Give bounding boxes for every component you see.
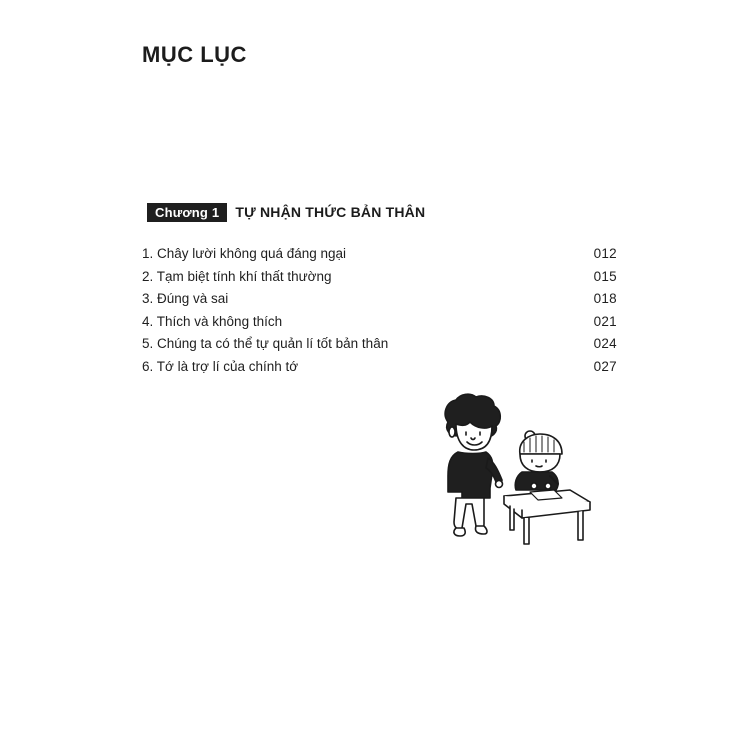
toc-item-title: 6. Tớ là trợ lí của chính tớ [142,358,299,374]
chapter-badge: Chương 1 [147,203,227,222]
toc-item-title: 4. Thích và không thích [142,313,283,329]
toc-item-page: 015 [593,268,617,284]
toc-item-page: 024 [593,336,617,351]
toc-item-title: 5. Chúng ta có thể tự quản lí tốt bản thân [142,336,389,351]
child-figure [515,431,562,490]
toc-item[interactable] [142,359,617,382]
toc-list [142,246,617,381]
toc-item[interactable] [142,269,617,292]
desk [504,490,590,544]
toc-item-title: 3. Đúng và sai [142,291,229,306]
toc-item-title: 2. Tạm biệt tính khí thất thường [142,268,332,284]
toc-item-page: 027 [593,358,617,374]
chapter-heading [147,202,425,222]
teacher-and-child-studying-illustration [436,392,596,548]
toc-item[interactable] [142,336,617,359]
chapter-title: TỰ NHẬN THỨC BẢN THÂN [235,204,426,220]
toc-item-title: 1. Chây lười không quá đáng ngại [142,246,347,261]
toc-item[interactable] [142,291,617,314]
adult-figure [445,394,502,536]
toc-item-page: 012 [593,246,617,261]
toc-item[interactable] [142,314,617,337]
toc-item[interactable] [142,246,617,269]
page-title: MỤC LỤC [142,42,247,67]
toc-item-page: 018 [593,291,617,306]
toc-item-page: 021 [593,313,617,329]
